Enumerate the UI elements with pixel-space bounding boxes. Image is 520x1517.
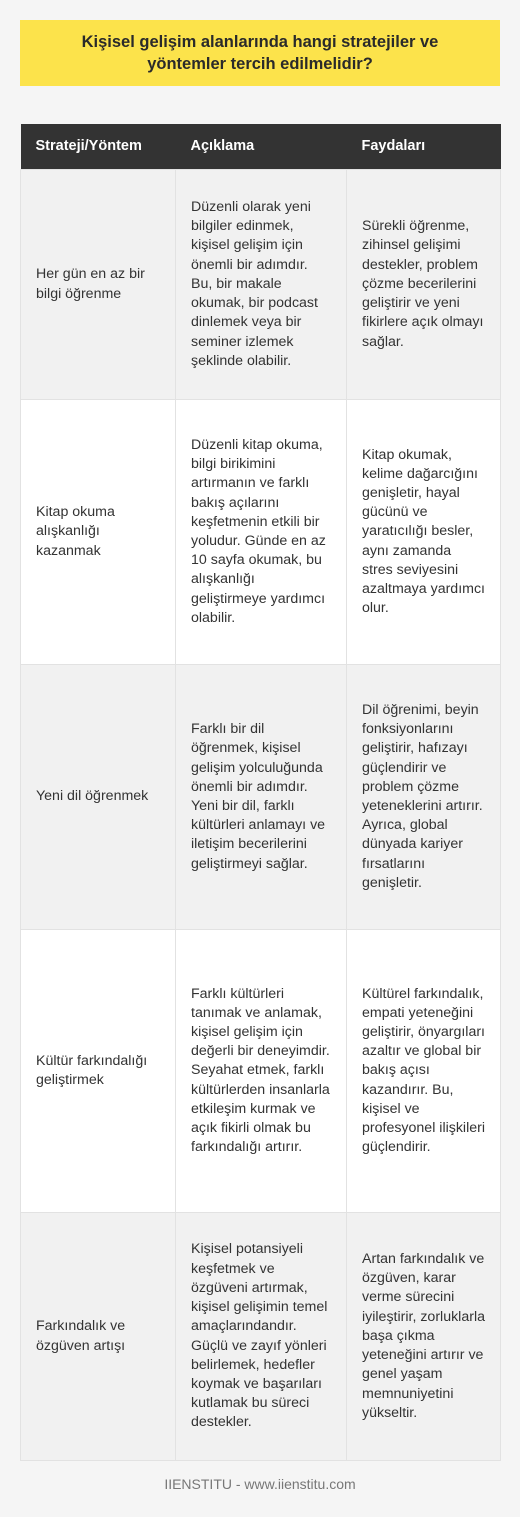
- column-header-description: Açıklama: [176, 124, 347, 170]
- cell-benefits: Sürekli öğrenme, zihinsel gelişimi destekler, problem çözme becerilerini geliştirir ve yeni fikirlere açık olmayı sağlar.: [347, 170, 501, 400]
- table-row: [21, 170, 501, 400]
- cell-strategy: Her gün en az bir bilgi öğrenme: [21, 170, 176, 400]
- cell-benefits: Kültürel farkındalık, empati yeteneğini geliştirir, önyargıları azaltır ve global bir bakış açısı kazandırır. Bu, kişisel ve profesyonel ilişkileri güçlendirir.: [347, 930, 501, 1213]
- cell-strategy: Yeni dil öğrenmek: [21, 665, 176, 930]
- cell-strategy: Kitap okuma alışkanlığı kazanmak: [21, 400, 176, 665]
- cell-description: Kişisel potansiyeli keşfetmek ve özgüveni artırmak, kişisel gelişimin temel amaçlarındandır. Güçlü ve zayıf yönleri belirlemek, hedefler koymak ve başarıları kutlamak bu süreci destekler.: [176, 1213, 347, 1461]
- cell-description: Farklı bir dil öğrenmek, kişisel gelişim yolculuğunda önemli bir adımdır. Yeni bir dil, farklı kültürleri anlamayı ve iletişim becerilerini geliştirmeyi sağlar.: [176, 665, 347, 930]
- table-header-row: [21, 124, 501, 170]
- table-row: [21, 665, 501, 930]
- column-header-benefits: Faydaları: [347, 124, 501, 170]
- strategy-table: [20, 124, 501, 1461]
- cell-benefits: Dil öğrenimi, beyin fonksiyonlarını geliştirir, hafızayı güçlendirir ve problem çözme yeteneklerini artırır. Ayrıca, global dünyada kariyer fırsatlarını genişletir.: [347, 665, 501, 930]
- footer-credit: IIENSTITU - www.iienstitu.com: [164, 1476, 356, 1492]
- table-row: [21, 930, 501, 1213]
- table-row: [21, 1213, 501, 1461]
- title-banner: [20, 20, 500, 86]
- cell-strategy: Kültür farkındalığı geliştirmek: [21, 930, 176, 1213]
- cell-description: Düzenli olarak yeni bilgiler edinmek, kişisel gelişim için önemli bir adımdır. Bu, bir makale okumak, bir podcast dinlemek veya bir seminer izlemek şeklinde olabilir.: [176, 170, 347, 400]
- cell-description: Düzenli kitap okuma, bilgi birikimini artırmanın ve farklı bakış açılarını keşfetmenin etkili bir yoludur. Günde en az 10 sayfa okumak, bu alışkanlığı geliştirmeye yardımcı olabilir.: [176, 400, 347, 665]
- table-row: [21, 400, 501, 665]
- page-title: Kişisel gelişim alanlarında hangi stratejiler ve yöntemler tercih edilmelidir?: [81, 33, 439, 73]
- cell-benefits: Kitap okumak, kelime dağarcığını genişletir, hayal gücünü ve yaratıcılığı besler, aynı zamanda stres seviyesini azaltmaya yardımcı olur.: [347, 400, 501, 665]
- column-header-strategy: Strateji/Yöntem: [21, 124, 176, 170]
- cell-strategy: Farkındalık ve özgüven artışı: [21, 1213, 176, 1461]
- cell-description: Farklı kültürleri tanımak ve anlamak, kişisel gelişim için değerli bir deneyimdir. Seyahat etmek, farklı kültürlerden insanlarla etkileşim kurmak ve açık fikirli olmak bu farkındalığı artırır.: [176, 930, 347, 1213]
- cell-benefits: Artan farkındalık ve özgüven, karar verme sürecini iyileştirir, zorluklarla başa çıkma yeteneğini artırır ve genel yaşam memnuniyetini yükseltir.: [347, 1213, 501, 1461]
